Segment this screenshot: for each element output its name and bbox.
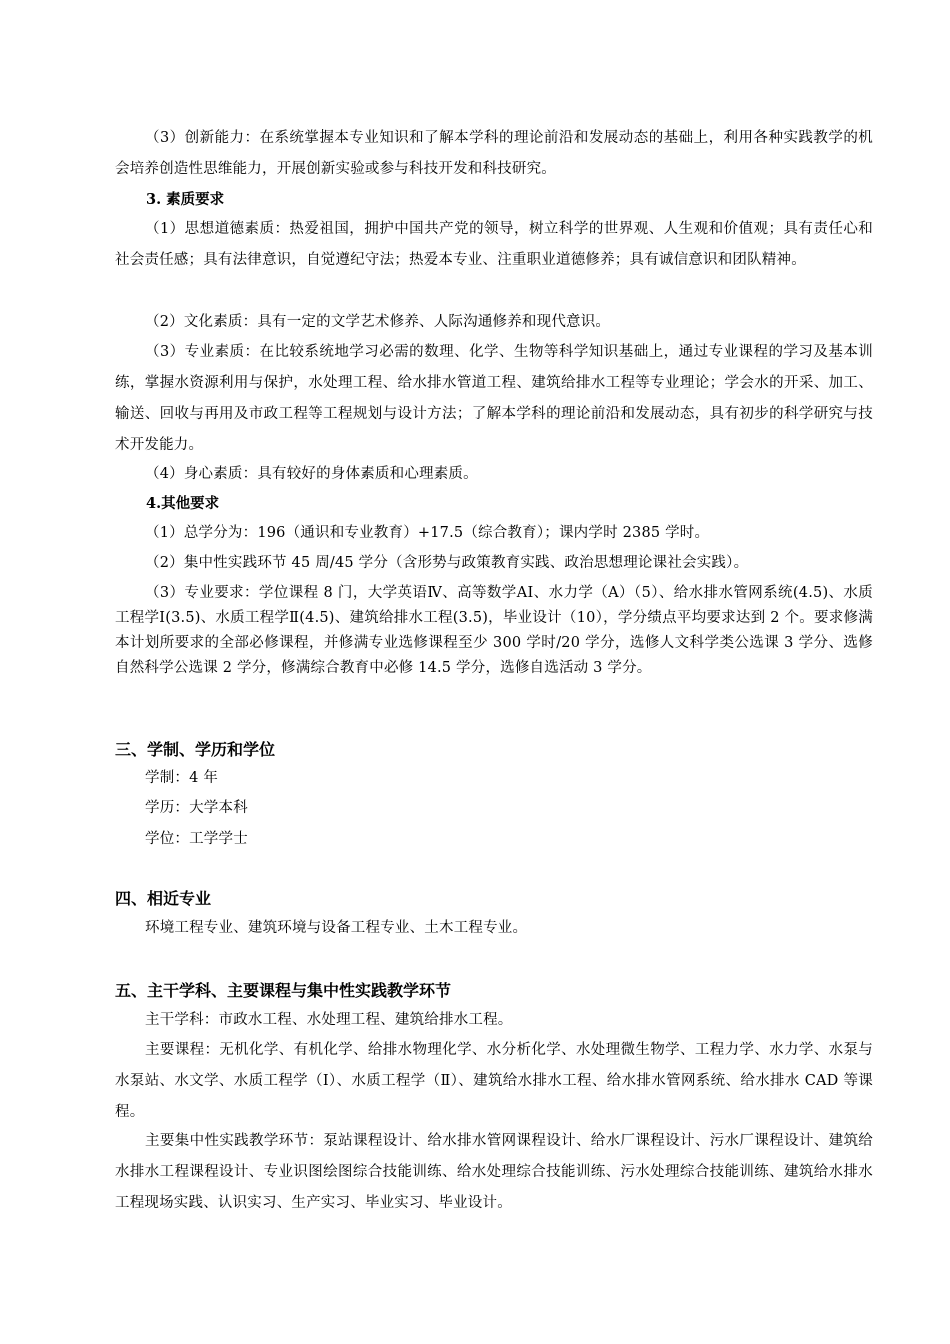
degree-line: 学位：工学学士 xyxy=(145,831,248,847)
education-level-line: 学历：大学本科 xyxy=(145,800,248,816)
duration-line: 学制：4 年 xyxy=(145,770,219,786)
total-credits-paragraph: （1）总学分为：196（通识和专业教育）+17.5（综合教育）；课内学时 2385 学时。 xyxy=(145,525,710,541)
practice-components-paragraph: 主要集中性实践教学环节：泵站课程设计、给水排水管网课程设计、给水厂课程设计、污水厂课程设计、建筑给水排水工程课程设计、专业识图绘图综合技能训练、给水处理综合技能训练、污水处理综合技能训练、建筑给水排水工程现场实践、认识实习、生产实习、毕业实习、毕业设计。 xyxy=(115,1133,873,1211)
moral-quality-paragraph: （1）思想道德素质：热爱祖国，拥护中国共产党的领导，树立科学的世界观、人生观和价值观；具有责任心和社会责任感；具有法律意识，自觉遵纪守法；热爱本专业、注重职业道德修养；具有诚信意识和团队精神。 xyxy=(115,221,873,268)
main-courses-paragraph: 主要课程：无机化学、有机化学、给排水物理化学、水分析化学、水处理微生物学、工程力学、水力学、水泵与水泵站、水文学、水质工程学（Ⅰ）、水质工程学（Ⅱ）、建筑给水排水工程、给水排水管网系统、给水排水 CAD 等课程。 xyxy=(115,1042,873,1120)
professional-quality-paragraph: （3）专业素质：在比较系统地学习必需的数理、化学、生物等科学知识基础上，通过专业课程的学习及基本训练，掌握水资源利用与保护，水处理工程、给水排水管道工程、建筑给排水工程等专业理论；学会水的开采、加工、输送、回收与再用及市政工程等工程规划与设计方法；了解本学科的理论前沿和发展动态，具有初步的科学研究与技术开发能力。 xyxy=(115,344,873,453)
core-disciplines-paragraph: 主干学科：市政水工程、水处理工程、建筑给排水工程。 xyxy=(145,1012,513,1028)
innovation-ability-paragraph: （3）创新能力：在系统掌握本专业知识和了解本学科的理论前沿和发展动态的基础上，利用各种实践教学的机会培养创造性思维能力，开展创新实验或参与科技开发和科技研究。 xyxy=(115,130,873,177)
section-duration-degree-heading: 三、学制、学历和学位 xyxy=(115,740,276,759)
physical-quality-paragraph: （4）身心素质：具有较好的身体素质和心理素质。 xyxy=(145,466,478,482)
cultural-quality-paragraph: （2）文化素质：具有一定的文学艺术修养、人际沟通修养和现代意识。 xyxy=(145,314,611,330)
quality-requirements-heading: 3. 素质要求 xyxy=(146,191,225,208)
major-requirements-paragraph: （3）专业要求：学位课程 8 门，大学英语Ⅳ、高等数学AⅠ、水力学（A）（5）、给水排水管网系统(4.5)、水质工程学Ⅰ(3.5)、水质工程学Ⅱ(4.5)、建筑给排水工程(3.5)，毕业设计（10），学分绩点平均要求达到 2 个。要求修满本计划所要求的全部必修课程，并修满专业选修课程至少 300 学时/20 学分，选修人文科学类公选课 3 学分、选修自然科学公选课 2 学分，修满综合教育中必修 14.5 学分，选修自选活动 3 学分。 xyxy=(115,585,873,676)
section-related-majors-heading: 四、相近专业 xyxy=(115,889,212,908)
related-majors-text: 环境工程专业、建筑环境与设备工程专业、土木工程专业。 xyxy=(145,920,528,936)
practice-weeks-paragraph: （2）集中性实践环节 45 周/45 学分（含形势与政策教育实践、政治思想理论课社会实践）。 xyxy=(145,555,749,571)
section-core-courses-heading: 五、主干学科、主要课程与集中性实践教学环节 xyxy=(115,981,452,1000)
other-requirements-heading: 4.其他要求 xyxy=(146,495,220,512)
